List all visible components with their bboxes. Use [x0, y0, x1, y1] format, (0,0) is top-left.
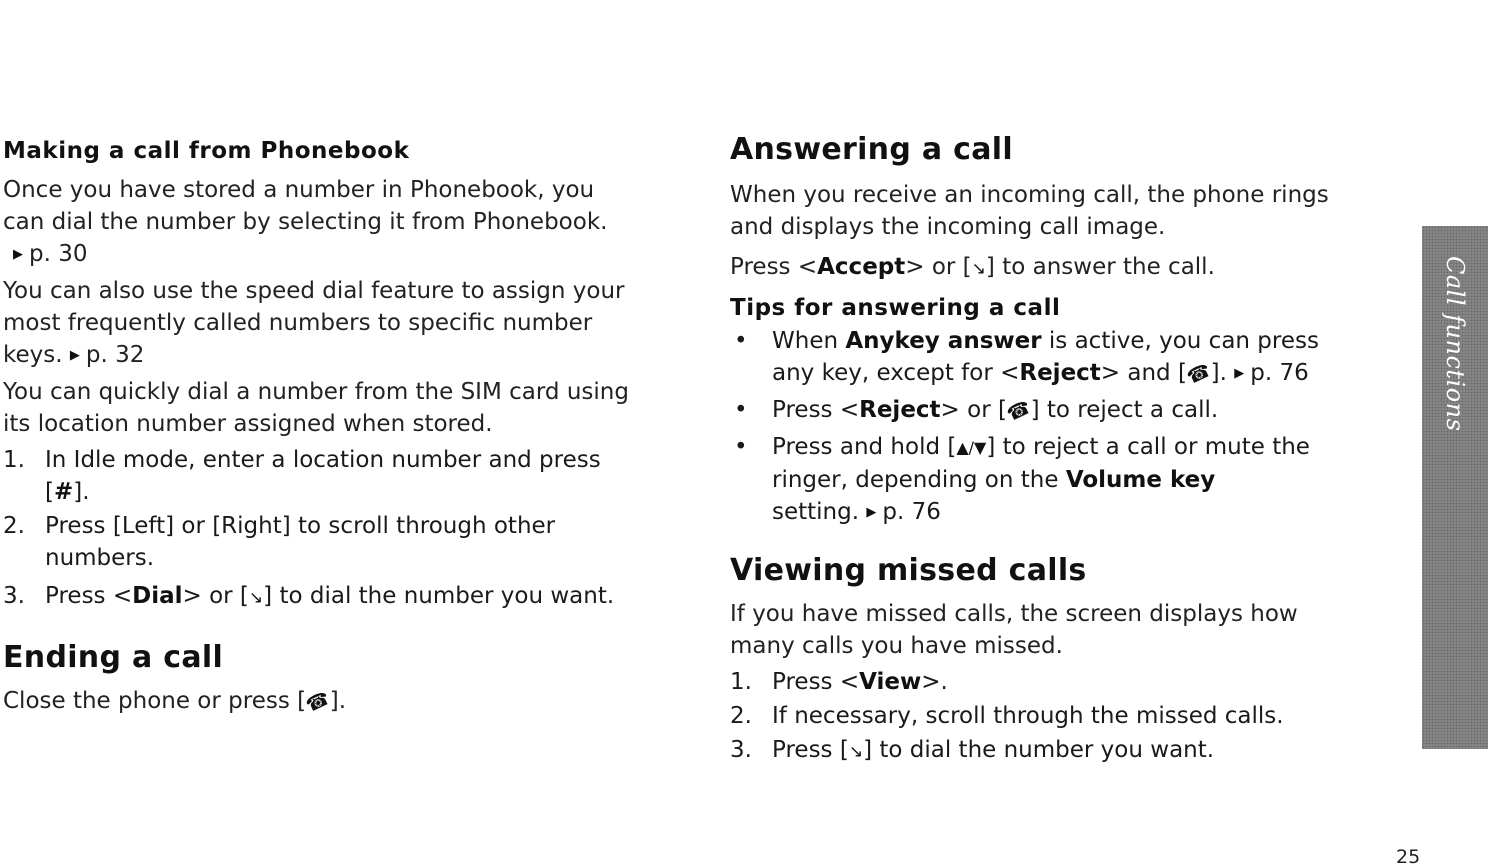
steps-list [3, 444, 683, 614]
end-key-icon: ☎ [1183, 359, 1215, 389]
list-item: 3. Press <Dial> or [↘] to dial the number you want. [3, 580, 683, 614]
section-heading-answering: Answering a call [730, 132, 1013, 167]
paragraph-answering-2: Press <Accept> or [↘] to answer the call. [730, 251, 1390, 285]
right-column [730, 132, 1390, 768]
list-item: 2. Press [Left] or [Right] to scroll through other numbers. [3, 513, 556, 571]
page-number: 25 [1396, 846, 1421, 868]
arrow-right-icon: ▶ [13, 247, 23, 262]
paragraph-phonebook-2: You can also use the speed dial feature to assign your most frequently called numbers to specific number keys. ▶ p. 32 [3, 275, 683, 372]
list-item: • Press and hold [▲/▼] to reject a call or mute the ringer, depending on the Volume key setting. ▶ p. 76 [730, 431, 1390, 529]
send-key-icon: ↘ [248, 588, 264, 608]
volume-keys-icon: ▲/▼ [956, 438, 987, 457]
arrow-right-icon: ▶ [1234, 366, 1245, 381]
paragraph-missed: If you have missed calls, the screen displays how many calls you have missed. [730, 601, 1298, 659]
list-item: • Press <Reject> or [☎] to reject a call. [730, 394, 1390, 427]
arrow-right-icon: ▶ [866, 505, 877, 520]
list-item: • When Anykey answer is active, you can press any key, except for <Reject> and [☎]. ▶ p. 76 [730, 325, 1390, 390]
page-reference: ▶ p. 30 [3, 238, 683, 271]
section-heading-phonebook: Making a call from Phonebook [3, 138, 410, 164]
send-key-icon: ↘ [971, 259, 986, 279]
left-column [3, 138, 683, 718]
end-key-icon: ☎ [1003, 396, 1035, 426]
list-item: 3. Press [↘] to dial the number you want. [730, 734, 1390, 768]
side-tab-label: Call functions [1441, 256, 1469, 432]
paragraph-answering-1: When you receive an incoming call, the phone rings and displays the incoming call image. [730, 182, 1329, 240]
hash-key-icon: # [53, 479, 74, 505]
tips-heading: Tips for answering a call [730, 295, 1061, 321]
paragraph-phonebook-1: Once you have stored a number in Phonebook, you can dial the number by selecting it from Phonebook. ▶ p. 30 [3, 174, 683, 271]
list-item: 1. Press <View>. [730, 669, 948, 695]
section-heading-missed: Viewing missed calls [730, 553, 1087, 588]
list-item: 1. In Idle mode, enter a location number and press [#]. [3, 447, 601, 505]
side-tab [1422, 226, 1488, 749]
paragraph-phonebook-3: You can quickly dial a number from the SIM card using its location number assigned when stored. [3, 379, 629, 437]
arrow-right-icon: ▶ [69, 348, 80, 363]
missed-steps-list [730, 666, 1390, 768]
list-item: 2. If necessary, scroll through the missed calls. [730, 703, 1284, 729]
end-key-icon: ☎ [302, 687, 334, 717]
section-heading-ending: Ending a call [3, 640, 224, 675]
paragraph-ending: Close the phone or press [☎]. [3, 685, 683, 718]
send-key-icon: ↘ [848, 742, 864, 762]
tips-list [730, 325, 1390, 529]
